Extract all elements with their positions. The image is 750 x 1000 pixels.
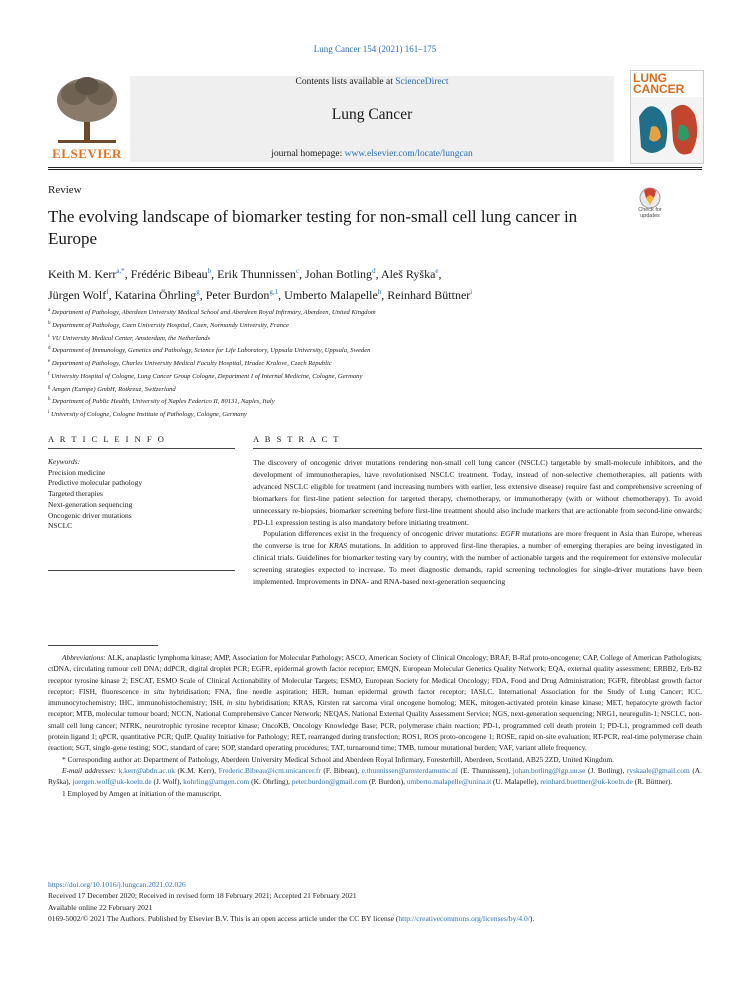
- affiliation-text: Department of Public Health, University of Naples Federico II, 80131, Naples, Italy: [50, 398, 275, 406]
- publication-info: [48, 879, 708, 924]
- header-rule: [48, 167, 702, 168]
- abstract-rule: [253, 448, 702, 449]
- author-name: Reinhard Büttner: [387, 288, 471, 302]
- homepage-prefix: journal homepage:: [271, 149, 345, 159]
- author-affiliation-marker[interactable]: g,1: [269, 288, 279, 296]
- keyword-item: Oncogenic driver mutations: [48, 510, 132, 520]
- author-name: Aleš Ryška: [380, 267, 436, 281]
- author-affiliation-marker[interactable]: f: [106, 288, 109, 296]
- journal-reference[interactable]: Lung Cancer 154 (2021) 161–175: [313, 44, 437, 54]
- email-link[interactable]: juergen.wolf@uk-koeln.de: [72, 777, 152, 787]
- author-name: Frédéric Bibeau: [130, 267, 208, 281]
- journal-cover-image: [630, 70, 704, 164]
- email-link[interactable]: peter.burdon@gmail.com: [291, 777, 368, 787]
- affiliation-text: Department of Pathology, Charles University Medical Faculty Hospital, Hradec Kralove, Czech Republic: [50, 360, 332, 368]
- affiliation-marker: e: [48, 359, 51, 365]
- cover-title: LUNG CANCER: [633, 71, 685, 96]
- author-name: Keith M. Kerr: [48, 267, 117, 281]
- author-name: Jürgen Wolf: [48, 288, 107, 302]
- corresponding-author-footnote: * Corresponding author at: Department of Pathology, Aberdeen University Medical School and Aberdeen Royal Infirmary, Foresterhill, Aberdeen, Scotland, AB25 2ZD, United Kingdom.: [62, 754, 614, 764]
- abstract-text: [253, 457, 702, 588]
- affiliation-text: University of Cologne, Cologne Institute of Pathology, Cologne, Germany: [49, 411, 247, 419]
- affiliation-item: [48, 332, 688, 345]
- article-type: Review: [48, 184, 82, 196]
- publisher-name: ELSEVIER: [52, 146, 122, 161]
- contents-prefix: Contents lists available at: [295, 77, 396, 87]
- abstract-paragraph: Population differences exist in the frequency of oncogenic driver mutations: EGFR mutations are more frequent in Asia than Europe, whereas the converse is true for KRAS mutations. In addition to approved first-line therapies, a number of emerging therapies are being investigated in clinical trials. Guidelines for biomarker testing vary by country, with the number of actionable targets and the requirement for extensive molecular screening strategies expected to increase. To meet diagnostic demands, rapid screening technologies for single-driver mutations have been implemented. Improvements in DNA- and RNA-based next-generation sequencing: [253, 529, 703, 587]
- keyword-item: Next-generation sequencing: [48, 499, 133, 509]
- homepage-line: [130, 149, 614, 159]
- journal-title: Lung Cancer: [331, 106, 413, 123]
- affiliation-text: VU University Medical Center, Amsterdam, the Netherlands: [50, 334, 211, 342]
- affiliation-marker: h: [48, 397, 51, 403]
- abbreviations-footnote: Abbreviations: ALK, anaplastic lymphoma kinase; AMP, Association for Molecular Pathology; ASCO, American Society of Clinical Oncology; BRAF, B-Raf proto-oncogene; CAP, College of American Pathologists; ctDNA, circulating tumour cell DNA; ddPCR, digital droplet PCR; EGFR, epidermal growth factor receptor; EMQN, European Molecular Genetics Quality Network; EQA, external quality assessment; ERBB2, Erb-B2 receptor tyrosine kinase 2; ESCAT, ESMO Scale of Clinical Actionability of Molecular Targets; ESMO, European Society for Medical Oncology; FDA, Food and Drug Administration; FGFR, fibroblast growth factor receptor; FISH, fluorescence in situ hybridisation; FNA, fine needle aspiration; HER, human epidermal growth factor receptor; IASLC, International Association for the Study of Lung Cancer; ICC, immunocytochemistry; IHC, immunohistochemistry; ISH, in situ hybridisation; KRAS, Kirsten rat sarcoma viral oncogene homolog; MEK, mitogen-activated protein kinase kinase; MET, hepatocyte growth factor receptor; MTB, molecular tumour board; NCCN, National Comprehensive Cancer Network; NEQAS, National External Quality Assessment Service; NGS, next-generation sequencing; NRG1, neuregulin-1; NSCLC, non-small cell lung cancer; NTRK, neurotrophic tyrosine receptor kinase; OncoKB, Oncology Knowledge Base; PCR, polymerase chain reaction; PD-1, programmed cell death protein 1; PD-L1, programmed cell death protein ligand 1; qPCR, quantitative PCR; QuIP, Quality Initiative for Pathology; RET, rearranged during transfection; ROS1, ROS proto-oncogene 1; ROSE, rapid on-site evaluation; RT-PCR, real-time polymerase chain reaction; SGT, single-gene testing; SOC, standard of care; SOP, standard operating procedures; TAT, turnaround time; TMB, tumour mutational burden; VAF, variant allele frequency.: [48, 653, 703, 753]
- email-addresses-footnote: E-mail addresses: k.kerr@abdn.ac.uk (K.M. Kerr), Frederic.Bibeau@icm.unicancer.fr (F. Bibeau), e.thunnissen@amsterdamumc.nl (E. Thunnissen), johan.botling@igp.uu.se (J. Botling), ryskaale@gmail.com (A. Ryška), juergen.wolf@uk-koeln.de (J. Wolf), kohrling@amgen.com (K. Öhrling), peter.burdon@gmail.com (P. Burdon), umberto.malapelle@unina.it (U. Malapelle), reinhard.buettner@uk-koeln.de (R. Büttner).: [48, 765, 702, 787]
- author-name: Umberto Malapelle: [284, 288, 378, 302]
- keyword-item: Targeted therapies: [48, 489, 103, 499]
- affiliation-item: [48, 306, 688, 319]
- license-text: 0169-5002/© 2021 The Authors. Published by Elsevier B.V. This is an open access article under the CC BY license (: [48, 913, 399, 923]
- email-link[interactable]: reinhard.buettner@uk-koeln.de: [540, 777, 633, 787]
- email-link[interactable]: johan.botling@igp.uu.se: [512, 765, 586, 775]
- affiliation-marker: f: [48, 371, 50, 377]
- article-info-heading: A R T I C L E I N F O: [48, 434, 166, 444]
- keyword-item: NSCLC: [48, 521, 73, 531]
- author-name: Erik Thunnissen: [217, 267, 296, 281]
- author-affiliation-marker[interactable]: g: [196, 288, 200, 296]
- affiliation-marker: i: [48, 410, 50, 416]
- email-link[interactable]: umberto.malapelle@unina.it: [406, 777, 492, 787]
- author-name: Katarina Öhrling: [114, 288, 197, 302]
- author-list: Keith M. Kerr$^{a,*}$, Frédéric Bibeau$^b$, Erik Thunnissen$^c$, Johan Botling$^d$, Aleš Ryška$^e$, Jürgen Wolf$^f$, Katarina Öhrling$^g$, Peter Burdon$^{g,1}$, Umberto Malapelle$^h$, Reinhard Büttner$^i$: [48, 267, 473, 302]
- affiliation-text: Department of Pathology, Caen University Hospital, Caen, Normandy University, France: [50, 321, 289, 329]
- affiliation-item: [48, 344, 688, 357]
- affiliation-marker: b: [48, 320, 51, 326]
- email-link[interactable]: Frederic.Bibeau@icm.unicancer.fr: [218, 765, 321, 775]
- received-dates: Received 17 December 2020; Received in revised form 18 February 2021; Accepted 21 February 2021: [48, 891, 357, 901]
- article-info-rule: [48, 448, 235, 449]
- doi-link[interactable]: https://doi.org/10.1016/j.lungcan.2021.02.026: [48, 880, 186, 889]
- affiliation-item: [48, 357, 688, 370]
- affiliation-item: [48, 408, 688, 421]
- footnotes: [48, 652, 702, 799]
- keywords-label: Keywords:: [48, 457, 81, 466]
- affiliation-marker: g: [48, 384, 51, 390]
- affiliation-marker: a: [48, 308, 51, 313]
- keywords-block: [48, 457, 235, 532]
- keyword-item: Predictive molecular pathology: [48, 478, 143, 488]
- article-title: The evolving landscape of biomarker testing for non-small cell lung cancer in Europe: [48, 207, 578, 248]
- email-link[interactable]: ryskaale@gmail.com: [626, 765, 690, 775]
- affiliation-item: [48, 370, 688, 383]
- license-link[interactable]: http://creativecommons.org/licenses/by/4.0/: [398, 913, 530, 923]
- check-for-updates-label[interactable]: Check for updates: [638, 207, 662, 219]
- email-link[interactable]: kohrling@amgen.com: [183, 777, 250, 787]
- affiliation-text: Department of Immunology, Genetics and Pathology, Science for Life Laboratory, Uppsala University, Uppsala, Sweden: [50, 347, 371, 355]
- footnote-rule: [48, 645, 158, 646]
- employment-footnote: 1 Employed by Amgen at initiation of the manuscript.: [62, 788, 222, 798]
- affiliation-marker: c: [48, 333, 51, 339]
- abstract-heading: A B S T R A C T: [253, 434, 341, 444]
- affiliation-item: [48, 383, 688, 396]
- author-affiliation-marker[interactable]: i: [470, 288, 473, 296]
- author-affiliation-marker[interactable]: d: [372, 267, 376, 275]
- cover-art-icon: [631, 97, 703, 163]
- author-affiliation-marker[interactable]: b: [207, 267, 212, 275]
- contents-line: [130, 77, 614, 87]
- affiliation-text: Amgen (Europe) GmbH, Rotkreuz, Switzerland: [50, 385, 176, 393]
- affiliation-item: [48, 395, 688, 408]
- affiliation-marker: d: [48, 346, 51, 352]
- author-name: Peter Burdon: [205, 288, 270, 302]
- email-link[interactable]: k.kerr@abdn.ac.uk: [118, 765, 175, 775]
- header-rule-secondary: [48, 169, 702, 170]
- keywords-rule: [48, 570, 235, 571]
- abstract-paragraph: The discovery of oncogenic driver mutations rendering non-small cell lung cancer (NSCLC) targetable by small-molecule inhibitors, and the development of immunotherapies, have revolutionised NSCLC treatment. Today, instead of non-selective chemotherapies, all patients with advanced NSCLC eligible for treatment (and increasing numbers with earlier, less extensive disease) require fast and comprehensive screening of biomarkers for first-line patient selection for targeted therapy, chemotherapy, or immunotherapy (with or without chemotherapy). To avoid unnecessary re-biopsies, biomarker screening before first-line treatment should also include markers that are actionable from second-line onwards; PD-L1 expression testing is also mandatory before initiating treatment.: [253, 458, 702, 527]
- author-affiliation-marker[interactable]: h: [377, 288, 382, 296]
- license-line: [48, 913, 708, 924]
- affiliations: [48, 306, 688, 421]
- keyword-item: Precision medicine: [48, 467, 106, 477]
- author-affiliation-marker[interactable]: e: [435, 267, 439, 275]
- author-affiliation-marker[interactable]: c: [295, 267, 300, 275]
- sciencedirect-link[interactable]: ScienceDirect: [395, 77, 449, 87]
- author-name: Johan Botling: [305, 267, 373, 281]
- affiliation-text: University Hospital of Cologne, Lung Cancer Group Cologne, Department I of Internal Medicine, Cologne, Germany: [49, 373, 363, 381]
- license-suffix: ).: [529, 913, 535, 923]
- affiliation-text: Department of Pathology, Aberdeen University Medical School and Aberdeen Royal Infirmary, Aberdeen, United Kingdom: [50, 309, 376, 317]
- affiliation-item: [48, 319, 688, 332]
- homepage-link[interactable]: www.elsevier.com/locate/lungcan: [344, 149, 473, 159]
- email-link[interactable]: e.thunnissen@amsterdamumc.nl: [361, 765, 458, 775]
- available-online: Available online 22 February 2021: [48, 902, 153, 912]
- author-affiliation-marker[interactable]: a,*: [116, 267, 125, 275]
- check-updates-icon: [632, 187, 668, 209]
